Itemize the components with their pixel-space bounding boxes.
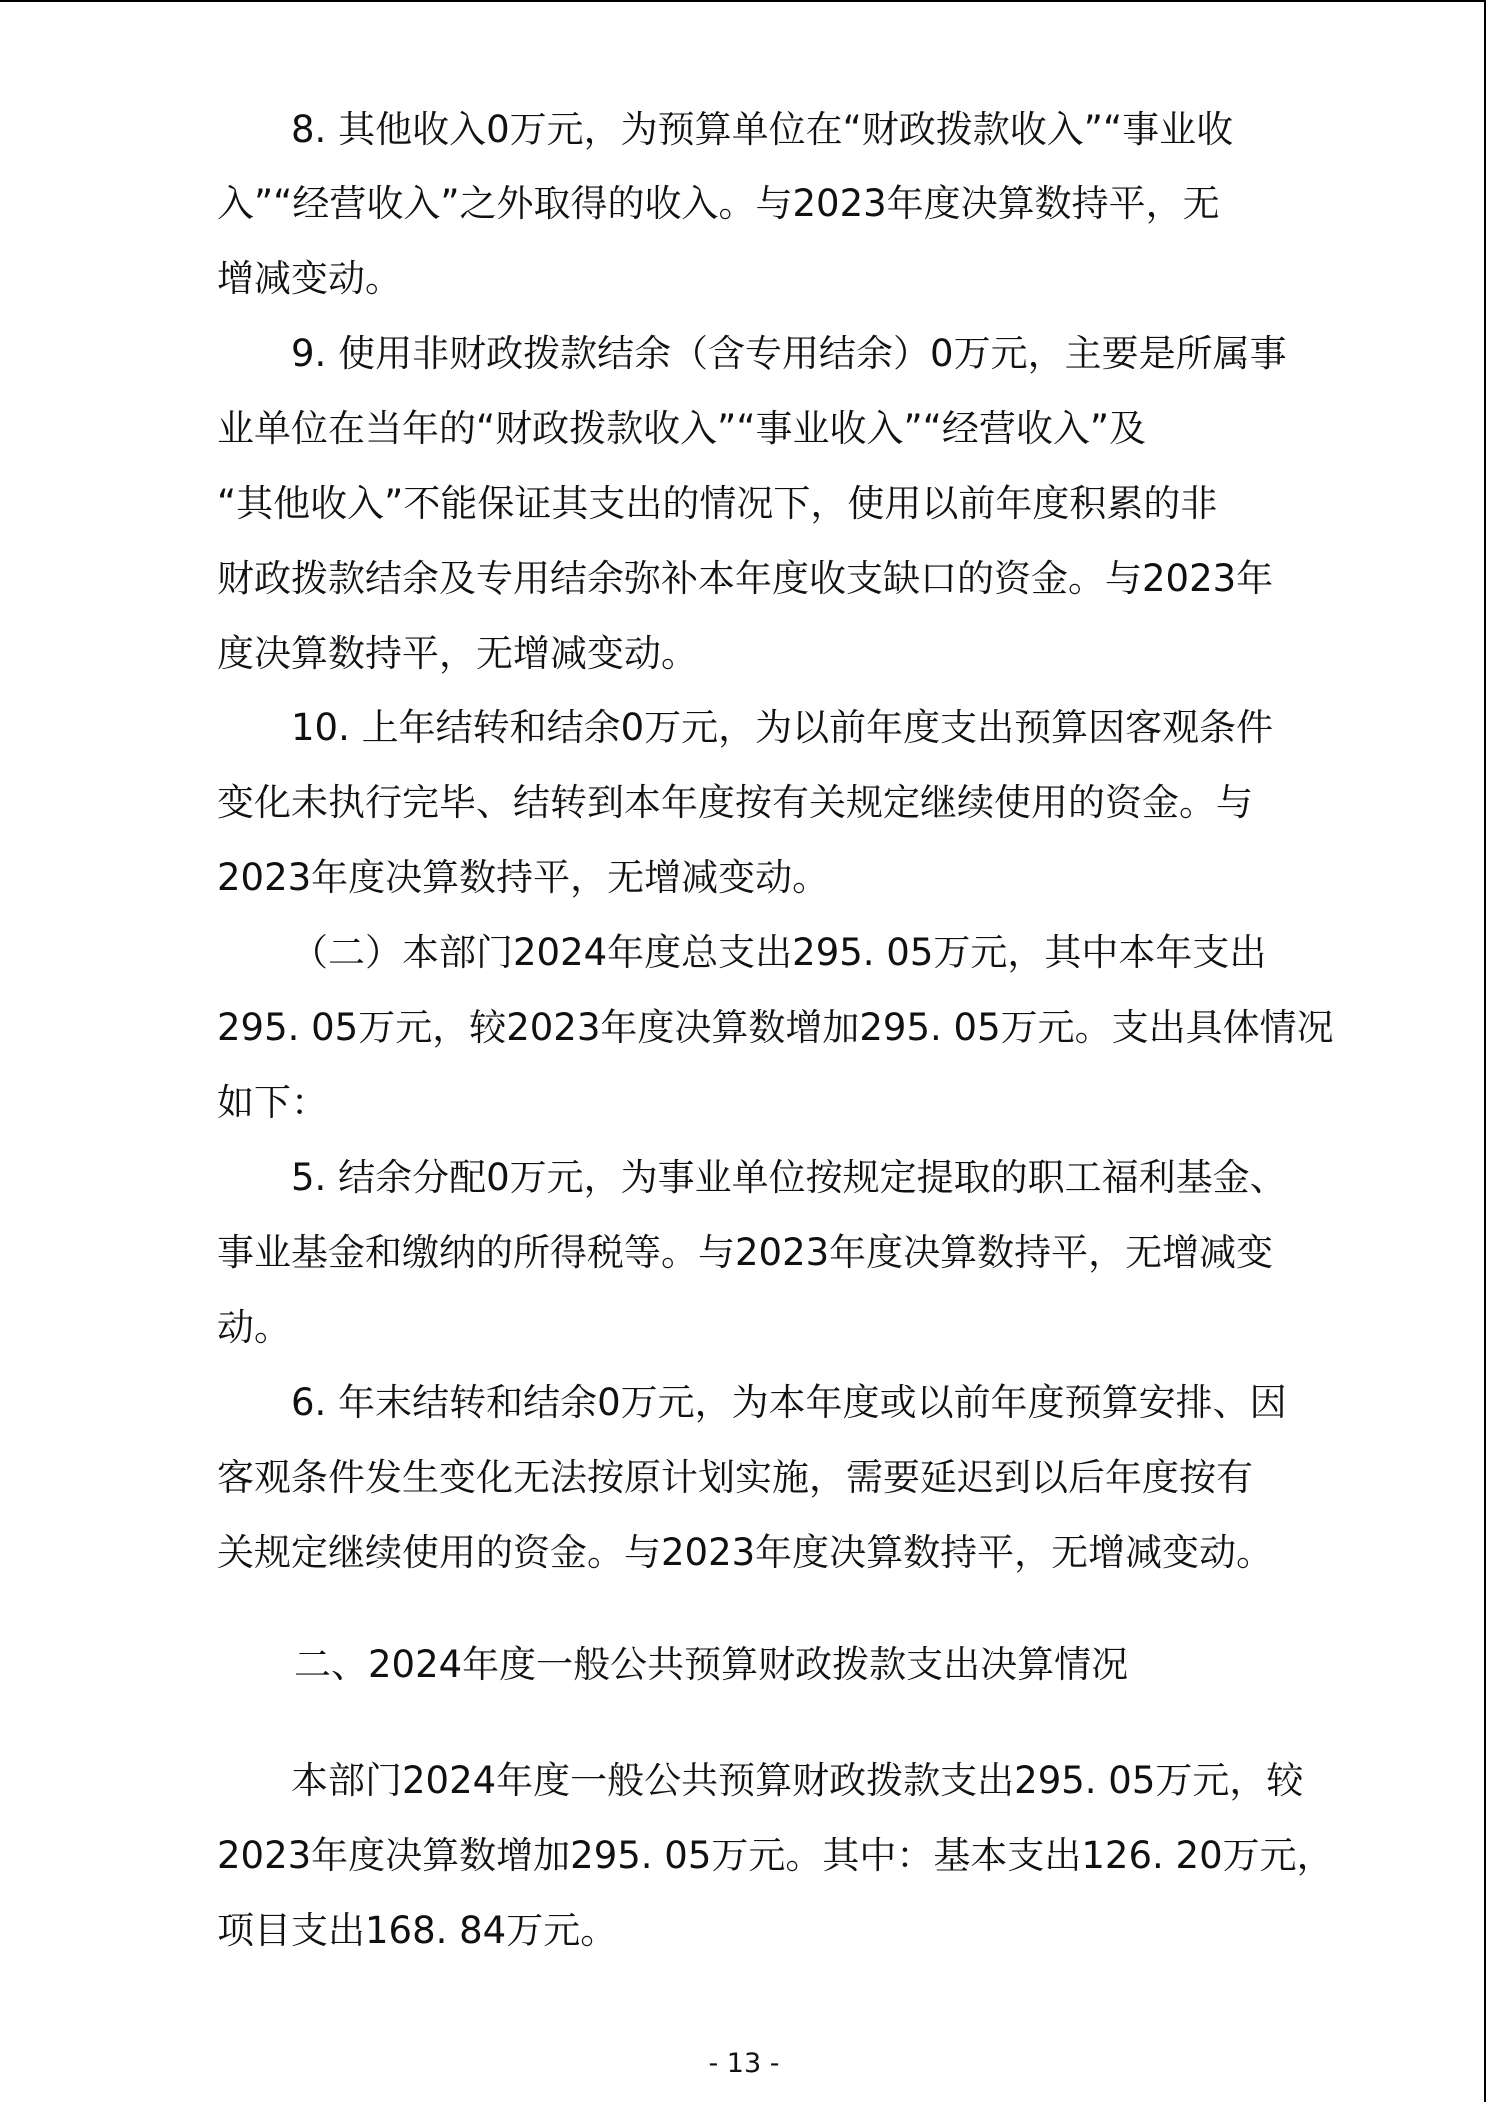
para-9-line-3: “其他收入”不能保证其支出的情况下，使用以前年度积累的非 — [217, 482, 1218, 525]
para-expenditure-line-3: 如下： — [217, 1081, 328, 1124]
para-10-line-1: 10. 上年结转和结余0万元，为以前年度支出预算因客观条件 — [291, 706, 1274, 749]
para-6-line-2: 客观条件发生变化无法按原计划实施，需要延迟到以后年度按有 — [217, 1456, 1253, 1499]
page-number: - 13 - — [708, 2048, 780, 2079]
para-5-line-3: 动。 — [217, 1306, 291, 1349]
para-5-line-1: 5. 结余分配0万元，为事业单位按规定提取的职工福利基金、 — [291, 1156, 1287, 1199]
para-summary-line-1: 本部门2024年度一般公共预算财政拨款支出295. 05万元，较 — [291, 1759, 1304, 1802]
para-10-line-3: 2023年度决算数持平，无增减变动。 — [217, 856, 830, 899]
para-8-line-2: 入”“经营收入”之外取得的收入。与2023年度决算数持平，无 — [217, 182, 1220, 225]
section-heading: 二、2024年度一般公共预算财政拨款支出决算情况 — [294, 1643, 1129, 1686]
para-expenditure-line-1: （二）本部门2024年度总支出295. 05万元，其中本年支出 — [291, 931, 1267, 974]
para-summary-line-3: 项目支出168. 84万元。 — [217, 1909, 618, 1952]
para-9-line-2: 业单位在当年的“财政拨款收入”“事业收入”“经营收入”及 — [217, 407, 1147, 450]
para-expenditure-line-2: 295. 05万元，较2023年度决算数增加295. 05万元。支出具体情况 — [217, 1006, 1334, 1049]
para-summary-line-2: 2023年度决算数增加295. 05万元。其中：基本支出126. 20万元， — [217, 1834, 1334, 1877]
para-6-line-3: 关规定继续使用的资金。与2023年度决算数持平，无增减变动。 — [217, 1531, 1274, 1574]
para-5-line-2: 事业基金和缴纳的所得税等。与2023年度决算数持平，无增减变 — [217, 1231, 1274, 1274]
para-9-line-5: 度决算数持平，无增减变动。 — [217, 632, 698, 675]
para-6-line-1: 6. 年末结转和结余0万元，为本年度或以前年度预算安排、因 — [291, 1381, 1287, 1424]
para-8-line-3: 增减变动。 — [217, 257, 402, 300]
para-9-line-1: 9. 使用非财政拨款结余（含专用结余）0万元，主要是所属事 — [291, 332, 1287, 375]
para-8-line-1: 8. 其他收入0万元，为预算单位在“财政拨款收入”“事业收 — [291, 108, 1234, 151]
para-10-line-2: 变化未执行完毕、结转到本年度按有关规定继续使用的资金。与 — [217, 781, 1253, 824]
para-9-line-4: 财政拨款结余及专用结余弥补本年度收支缺口的资金。与2023年 — [217, 557, 1274, 600]
